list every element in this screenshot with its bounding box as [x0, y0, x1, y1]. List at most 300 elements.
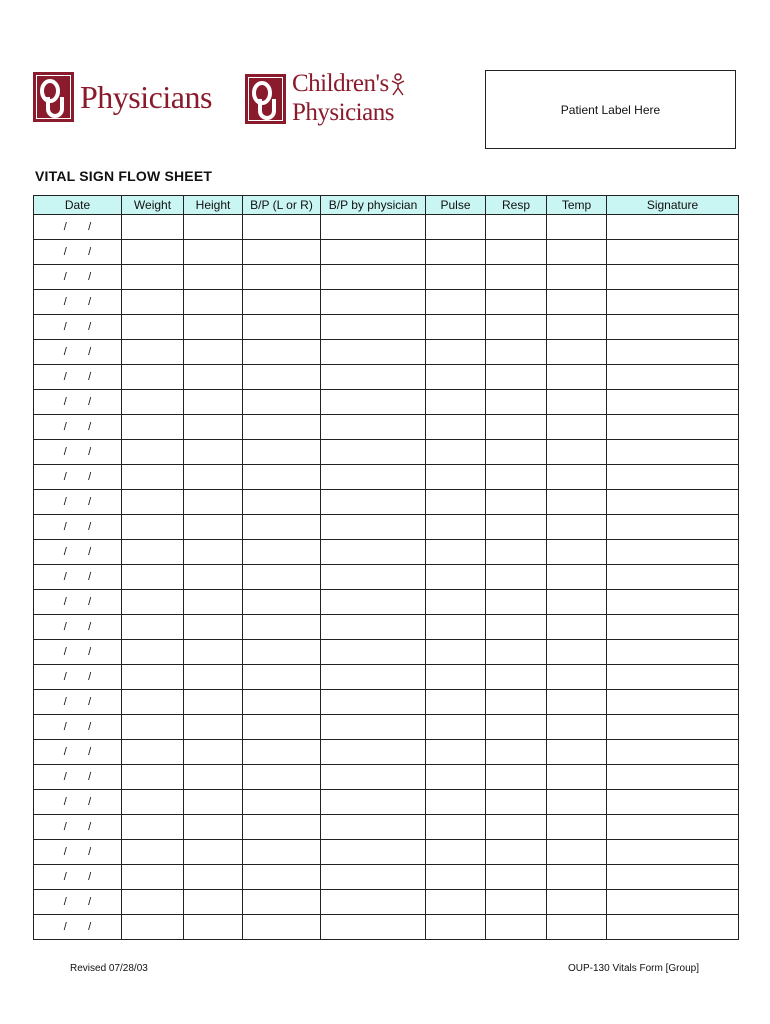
entry-cell[interactable]	[426, 590, 486, 615]
date-cell[interactable]	[34, 540, 122, 565]
entry-cell[interactable]	[321, 315, 426, 340]
entry-cell[interactable]	[607, 565, 739, 590]
entry-cell[interactable]	[184, 290, 243, 315]
date-cell[interactable]	[34, 590, 122, 615]
entry-cell[interactable]	[122, 215, 184, 240]
entry-cell[interactable]	[122, 540, 184, 565]
entry-cell[interactable]	[184, 265, 243, 290]
entry-cell[interactable]	[547, 840, 607, 865]
entry-cell[interactable]	[122, 315, 184, 340]
date-cell[interactable]	[34, 615, 122, 640]
entry-cell[interactable]	[122, 665, 184, 690]
entry-cell[interactable]	[243, 440, 321, 465]
entry-cell[interactable]	[184, 640, 243, 665]
entry-cell[interactable]	[607, 765, 739, 790]
entry-cell[interactable]	[122, 915, 184, 940]
entry-cell[interactable]	[122, 865, 184, 890]
table-row	[34, 265, 739, 290]
date-placeholder: / /	[63, 346, 92, 358]
entry-cell[interactable]	[122, 740, 184, 765]
entry-cell[interactable]	[243, 690, 321, 715]
entry-cell[interactable]	[426, 915, 486, 940]
column-header: Height	[184, 196, 243, 215]
entry-cell[interactable]	[486, 565, 547, 590]
entry-cell[interactable]	[243, 890, 321, 915]
table-row	[34, 540, 739, 565]
entry-cell[interactable]	[122, 890, 184, 915]
entry-cell[interactable]	[243, 215, 321, 240]
entry-cell[interactable]	[607, 490, 739, 515]
entry-cell[interactable]	[486, 715, 547, 740]
entry-cell[interactable]	[607, 865, 739, 890]
entry-cell[interactable]	[547, 515, 607, 540]
entry-cell[interactable]	[426, 265, 486, 290]
date-cell[interactable]	[34, 440, 122, 465]
date-cell[interactable]	[34, 515, 122, 540]
column-header: Date	[34, 196, 122, 215]
date-cell[interactable]	[34, 765, 122, 790]
entry-cell[interactable]	[547, 240, 607, 265]
entry-cell[interactable]	[321, 590, 426, 615]
table-row	[34, 465, 739, 490]
entry-cell[interactable]	[426, 340, 486, 365]
patient-label-text: Patient Label Here	[560, 102, 661, 117]
entry-cell[interactable]	[486, 540, 547, 565]
entry-cell[interactable]	[547, 465, 607, 490]
entry-cell[interactable]	[607, 890, 739, 915]
entry-cell[interactable]	[243, 790, 321, 815]
entry-cell[interactable]	[607, 615, 739, 640]
entry-cell[interactable]	[486, 465, 547, 490]
entry-cell[interactable]	[321, 890, 426, 915]
date-cell[interactable]	[34, 915, 122, 940]
entry-cell[interactable]	[547, 440, 607, 465]
entry-cell[interactable]	[243, 390, 321, 415]
entry-cell[interactable]	[243, 540, 321, 565]
entry-cell[interactable]	[607, 590, 739, 615]
entry-cell[interactable]	[184, 465, 243, 490]
date-placeholder: / /	[63, 271, 92, 283]
entry-cell[interactable]	[184, 315, 243, 340]
entry-cell[interactable]	[426, 840, 486, 865]
entry-cell[interactable]	[321, 690, 426, 715]
date-cell[interactable]	[34, 315, 122, 340]
entry-cell[interactable]	[122, 590, 184, 615]
entry-cell[interactable]	[426, 390, 486, 415]
entry-cell[interactable]	[547, 565, 607, 590]
entry-cell[interactable]	[607, 690, 739, 715]
entry-cell[interactable]	[607, 440, 739, 465]
entry-cell[interactable]	[547, 315, 607, 340]
entry-cell[interactable]	[486, 515, 547, 540]
entry-cell[interactable]	[607, 365, 739, 390]
entry-cell[interactable]	[243, 490, 321, 515]
entry-cell[interactable]	[184, 665, 243, 690]
table-row	[34, 790, 739, 815]
date-cell[interactable]	[34, 215, 122, 240]
entry-cell[interactable]	[321, 265, 426, 290]
entry-cell[interactable]	[426, 440, 486, 465]
entry-cell[interactable]	[122, 415, 184, 440]
entry-cell[interactable]	[122, 615, 184, 640]
entry-cell[interactable]	[122, 490, 184, 515]
entry-cell[interactable]	[607, 790, 739, 815]
entry-cell[interactable]	[607, 840, 739, 865]
ou-logo-icon	[33, 72, 74, 122]
entry-cell[interactable]	[321, 640, 426, 665]
entry-cell[interactable]	[122, 565, 184, 590]
entry-cell[interactable]	[426, 640, 486, 665]
entry-cell[interactable]	[486, 365, 547, 390]
entry-cell[interactable]	[607, 815, 739, 840]
entry-cell[interactable]	[321, 565, 426, 590]
entry-cell[interactable]	[321, 540, 426, 565]
entry-cell[interactable]	[547, 640, 607, 665]
table-row	[34, 565, 739, 590]
entry-cell[interactable]	[426, 315, 486, 340]
date-cell[interactable]	[34, 340, 122, 365]
entry-cell[interactable]	[486, 215, 547, 240]
entry-cell[interactable]	[184, 740, 243, 765]
date-placeholder: / /	[63, 446, 92, 458]
entry-cell[interactable]	[486, 315, 547, 340]
entry-cell[interactable]	[321, 615, 426, 640]
entry-cell[interactable]	[607, 540, 739, 565]
entry-cell[interactable]	[321, 915, 426, 940]
entry-cell[interactable]	[607, 665, 739, 690]
entry-cell[interactable]	[426, 790, 486, 815]
entry-cell[interactable]	[486, 640, 547, 665]
date-cell[interactable]	[34, 890, 122, 915]
entry-cell[interactable]	[607, 290, 739, 315]
entry-cell[interactable]	[607, 240, 739, 265]
date-placeholder: / /	[63, 896, 92, 908]
entry-cell[interactable]	[321, 365, 426, 390]
entry-cell[interactable]	[547, 765, 607, 790]
entry-cell[interactable]	[321, 390, 426, 415]
entry-cell[interactable]	[426, 565, 486, 590]
entry-cell[interactable]	[122, 265, 184, 290]
entry-cell[interactable]	[243, 515, 321, 540]
entry-cell[interactable]	[486, 665, 547, 690]
entry-cell[interactable]	[321, 665, 426, 690]
entry-cell[interactable]	[426, 715, 486, 740]
table-row	[34, 915, 739, 940]
column-header: Weight	[122, 196, 184, 215]
entry-cell[interactable]	[486, 240, 547, 265]
date-cell[interactable]	[34, 715, 122, 740]
entry-cell[interactable]	[184, 390, 243, 415]
date-placeholder: / /	[63, 871, 92, 883]
column-header: Signature	[607, 196, 739, 215]
entry-cell[interactable]	[122, 340, 184, 365]
entry-cell[interactable]	[607, 715, 739, 740]
entry-cell[interactable]	[547, 490, 607, 515]
date-cell[interactable]	[34, 690, 122, 715]
entry-cell[interactable]	[243, 240, 321, 265]
entry-cell[interactable]	[184, 340, 243, 365]
entry-cell[interactable]	[547, 690, 607, 715]
entry-cell[interactable]	[321, 765, 426, 790]
entry-cell[interactable]	[243, 715, 321, 740]
entry-cell[interactable]	[184, 590, 243, 615]
entry-cell[interactable]	[607, 415, 739, 440]
entry-cell[interactable]	[122, 790, 184, 815]
entry-cell[interactable]	[122, 465, 184, 490]
entry-cell[interactable]	[486, 490, 547, 515]
date-placeholder: / /	[63, 371, 92, 383]
table-row	[34, 840, 739, 865]
date-placeholder: / /	[63, 671, 92, 683]
entry-cell[interactable]	[321, 715, 426, 740]
entry-cell[interactable]	[243, 315, 321, 340]
entry-cell[interactable]	[243, 365, 321, 390]
date-placeholder: / /	[63, 596, 92, 608]
entry-cell[interactable]	[321, 815, 426, 840]
entry-cell[interactable]	[486, 590, 547, 615]
entry-cell[interactable]	[607, 315, 739, 340]
entry-cell[interactable]	[426, 365, 486, 390]
entry-cell[interactable]	[607, 465, 739, 490]
entry-cell[interactable]	[122, 515, 184, 540]
entry-cell[interactable]	[321, 865, 426, 890]
entry-cell[interactable]	[607, 340, 739, 365]
entry-cell[interactable]	[184, 865, 243, 890]
entry-cell[interactable]	[122, 240, 184, 265]
date-cell[interactable]	[34, 465, 122, 490]
entry-cell[interactable]	[122, 715, 184, 740]
entry-cell[interactable]	[426, 815, 486, 840]
entry-cell[interactable]	[184, 440, 243, 465]
entry-cell[interactable]	[243, 740, 321, 765]
date-cell[interactable]	[34, 290, 122, 315]
entry-cell[interactable]	[321, 290, 426, 315]
table-row	[34, 440, 739, 465]
entry-cell[interactable]	[426, 290, 486, 315]
entry-cell[interactable]	[486, 415, 547, 440]
entry-cell[interactable]	[547, 715, 607, 740]
entry-cell[interactable]	[486, 690, 547, 715]
entry-cell[interactable]	[321, 490, 426, 515]
entry-cell[interactable]	[321, 840, 426, 865]
entry-cell[interactable]	[122, 765, 184, 790]
entry-cell[interactable]	[547, 665, 607, 690]
childrens-physicians-logo	[245, 72, 406, 125]
entry-cell[interactable]	[321, 215, 426, 240]
entry-cell[interactable]	[321, 515, 426, 540]
table-row	[34, 515, 739, 540]
entry-cell[interactable]	[547, 415, 607, 440]
table-row	[34, 240, 739, 265]
entry-cell[interactable]	[243, 840, 321, 865]
entry-cell[interactable]	[243, 465, 321, 490]
date-placeholder: / /	[63, 796, 92, 808]
date-cell[interactable]	[34, 415, 122, 440]
entry-cell[interactable]	[321, 415, 426, 440]
table-row	[34, 340, 739, 365]
entry-cell[interactable]	[184, 515, 243, 540]
entry-cell[interactable]	[426, 465, 486, 490]
entry-cell[interactable]	[426, 690, 486, 715]
entry-cell[interactable]	[547, 740, 607, 765]
entry-cell[interactable]	[243, 340, 321, 365]
entry-cell[interactable]	[607, 265, 739, 290]
entry-cell[interactable]	[426, 765, 486, 790]
entry-cell[interactable]	[321, 240, 426, 265]
entry-cell[interactable]	[547, 790, 607, 815]
date-cell[interactable]	[34, 640, 122, 665]
entry-cell[interactable]	[184, 715, 243, 740]
entry-cell[interactable]	[547, 215, 607, 240]
table-row	[34, 490, 739, 515]
entry-cell[interactable]	[426, 515, 486, 540]
entry-cell[interactable]	[321, 740, 426, 765]
date-placeholder: / /	[63, 746, 92, 758]
entry-cell[interactable]	[426, 665, 486, 690]
entry-cell[interactable]	[547, 890, 607, 915]
entry-cell[interactable]	[486, 340, 547, 365]
entry-cell[interactable]	[122, 690, 184, 715]
entry-cell[interactable]	[243, 565, 321, 590]
entry-cell[interactable]	[243, 665, 321, 690]
entry-cell[interactable]	[547, 865, 607, 890]
date-cell[interactable]	[34, 740, 122, 765]
entry-cell[interactable]	[184, 215, 243, 240]
entry-cell[interactable]	[426, 415, 486, 440]
entry-cell[interactable]	[321, 340, 426, 365]
entry-cell[interactable]	[547, 590, 607, 615]
entry-cell[interactable]	[122, 365, 184, 390]
entry-cell[interactable]	[122, 390, 184, 415]
entry-cell[interactable]	[486, 790, 547, 815]
entry-cell[interactable]	[486, 440, 547, 465]
entry-cell[interactable]	[184, 915, 243, 940]
entry-cell[interactable]	[184, 490, 243, 515]
entry-cell[interactable]	[547, 290, 607, 315]
date-cell[interactable]	[34, 865, 122, 890]
entry-cell[interactable]	[122, 840, 184, 865]
entry-cell[interactable]	[184, 690, 243, 715]
entry-cell[interactable]	[243, 265, 321, 290]
entry-cell[interactable]	[426, 890, 486, 915]
table-row	[34, 665, 739, 690]
date-placeholder: / /	[63, 846, 92, 858]
entry-cell[interactable]	[426, 540, 486, 565]
entry-cell[interactable]	[486, 865, 547, 890]
entry-cell[interactable]	[547, 615, 607, 640]
entry-cell[interactable]	[547, 815, 607, 840]
entry-cell[interactable]	[426, 615, 486, 640]
entry-cell[interactable]	[547, 915, 607, 940]
entry-cell[interactable]	[321, 440, 426, 465]
date-cell[interactable]	[34, 265, 122, 290]
entry-cell[interactable]	[547, 340, 607, 365]
entry-cell[interactable]	[486, 915, 547, 940]
entry-cell[interactable]	[547, 390, 607, 415]
date-cell[interactable]	[34, 815, 122, 840]
date-cell[interactable]	[34, 665, 122, 690]
entry-cell[interactable]	[184, 815, 243, 840]
entry-cell[interactable]	[607, 915, 739, 940]
entry-cell[interactable]	[243, 815, 321, 840]
entry-cell[interactable]	[243, 640, 321, 665]
entry-cell[interactable]	[243, 290, 321, 315]
date-cell[interactable]	[34, 565, 122, 590]
entry-cell[interactable]	[607, 515, 739, 540]
entry-cell[interactable]	[486, 890, 547, 915]
entry-cell[interactable]	[122, 640, 184, 665]
entry-cell[interactable]	[243, 415, 321, 440]
logo-text: Physicians	[80, 78, 212, 115]
entry-cell[interactable]	[486, 290, 547, 315]
entry-cell[interactable]	[426, 490, 486, 515]
entry-cell[interactable]	[547, 265, 607, 290]
entry-cell[interactable]	[184, 615, 243, 640]
entry-cell[interactable]	[122, 290, 184, 315]
date-cell[interactable]	[34, 390, 122, 415]
entry-cell[interactable]	[486, 390, 547, 415]
entry-cell[interactable]	[426, 740, 486, 765]
child-figure-icon	[390, 72, 406, 101]
entry-cell[interactable]	[607, 640, 739, 665]
entry-cell[interactable]	[184, 540, 243, 565]
entry-cell[interactable]	[486, 265, 547, 290]
entry-cell[interactable]	[243, 590, 321, 615]
date-placeholder: / /	[63, 471, 92, 483]
entry-cell[interactable]	[607, 215, 739, 240]
entry-cell[interactable]	[243, 865, 321, 890]
entry-cell[interactable]	[547, 365, 607, 390]
revision-date: Revised 07/28/03	[70, 963, 148, 974]
entry-cell[interactable]	[486, 615, 547, 640]
entry-cell[interactable]	[426, 215, 486, 240]
date-cell[interactable]	[34, 240, 122, 265]
entry-cell[interactable]	[486, 765, 547, 790]
entry-cell[interactable]	[426, 865, 486, 890]
entry-cell[interactable]	[547, 540, 607, 565]
entry-cell[interactable]	[184, 415, 243, 440]
entry-cell[interactable]	[122, 440, 184, 465]
date-cell[interactable]	[34, 490, 122, 515]
date-cell[interactable]	[34, 365, 122, 390]
entry-cell[interactable]	[607, 390, 739, 415]
entry-cell[interactable]	[486, 815, 547, 840]
entry-cell[interactable]	[607, 740, 739, 765]
entry-cell[interactable]	[243, 615, 321, 640]
entry-cell[interactable]	[122, 815, 184, 840]
date-cell[interactable]	[34, 790, 122, 815]
date-cell[interactable]	[34, 840, 122, 865]
entry-cell[interactable]	[426, 240, 486, 265]
entry-cell[interactable]	[184, 765, 243, 790]
entry-cell[interactable]	[243, 765, 321, 790]
entry-cell[interactable]	[184, 790, 243, 815]
column-header: Resp	[486, 196, 547, 215]
entry-cell[interactable]	[184, 365, 243, 390]
vital-signs-table	[33, 195, 739, 940]
date-placeholder: / /	[63, 521, 92, 533]
entry-cell[interactable]	[184, 890, 243, 915]
entry-cell[interactable]	[321, 790, 426, 815]
table-row	[34, 715, 739, 740]
entry-cell[interactable]	[486, 840, 547, 865]
entry-cell[interactable]	[184, 840, 243, 865]
entry-cell[interactable]	[184, 565, 243, 590]
entry-cell[interactable]	[486, 740, 547, 765]
entry-cell[interactable]	[321, 465, 426, 490]
entry-cell[interactable]	[184, 240, 243, 265]
entry-cell[interactable]	[243, 915, 321, 940]
